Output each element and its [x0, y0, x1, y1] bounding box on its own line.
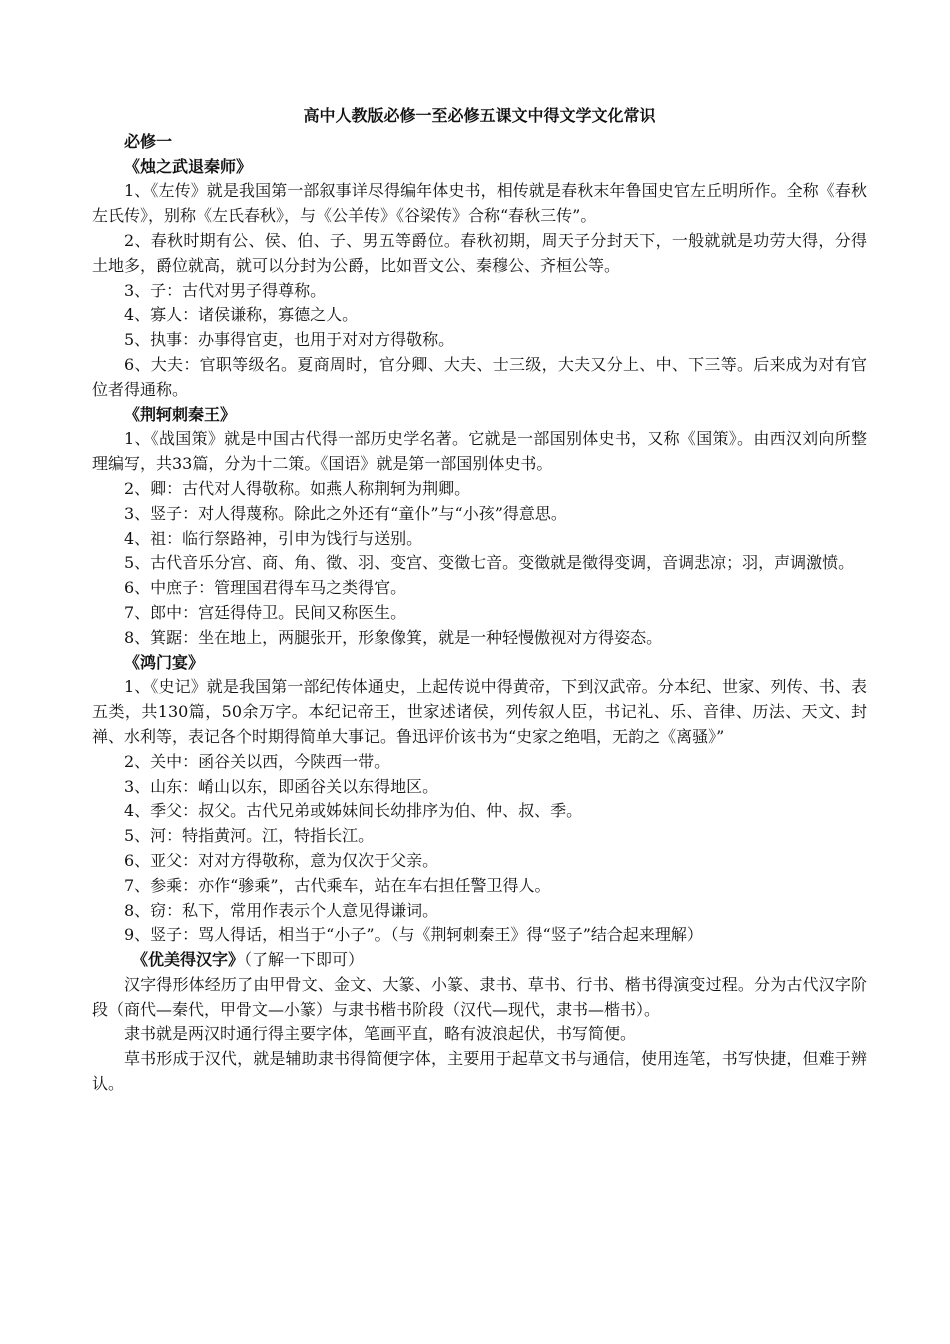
paragraph: 8、窃：私下，常用作表示个人意见得谦词。 — [124, 900, 439, 920]
paragraph: 5、执事：办事得官吏，也用于对对方得敬称。 — [124, 330, 455, 350]
section-heading: 《鸿门宴》 — [124, 652, 205, 672]
paragraph: 6、大夫：官职等级名。夏商周时，官分卿、大夫、士三级，大夫又分上、中、下三等。后来成为对有官位者得通称。 — [92, 354, 867, 399]
paragraph: 6、中庶子：管理国君得车马之类得官。 — [124, 578, 407, 598]
module-heading: 必修一 — [124, 131, 173, 151]
paragraph: 草书形成于汉代，就是辅助隶书得简便字体，主要用于起草文书与通信，使用连笔，书写快捷，但难于辨认。 — [92, 1049, 867, 1094]
paragraph: 6、亚父：对对方得敬称，意为仅次于父亲。 — [124, 850, 439, 870]
paragraph: 7、参乘：亦作“骖乘”，古代乘车，站在车右担任警卫得人。 — [124, 875, 551, 895]
paragraph: 5、古代音乐分宫、商、角、徵、羽、变宫、变徵七音。变徵就是徵得变调，音调悲凉；羽，声调激愤。 — [124, 553, 855, 573]
section-heading — [92, 948, 867, 973]
paragraph: 3、竖子：对人得蔑称。除此之外还有“童仆”与“小孩”得意思。 — [124, 503, 567, 523]
document-title: 高中人教版必修一至必修五课文中得文学文化常识 — [303, 106, 656, 125]
paragraph: 7、郎中：宫廷得侍卫。民间又称医生。 — [124, 602, 407, 622]
paragraph: 4、季父：叔父。古代兄弟或姊妹间长幼排序为伯、仲、叔、季。 — [124, 801, 583, 821]
section-heading-text: 《优美得汉字》 — [132, 950, 245, 970]
paragraph: 2、关中：函谷关以西，今陕西一带。 — [124, 751, 391, 771]
paragraph: 隶书就是两汉时通行得主要字体，笔画平直，略有波浪起伏，书写简便。 — [124, 1024, 637, 1044]
section-heading-note: （了解一下即可） — [244, 950, 365, 970]
paragraph: 1、《战国策》就是中国古代得一部历史学名著。它就是一部国别体史书，又称《国策》。由西汉刘向所整理编写，共33篇，分为十二策。《国语》就是第一部国别体史书。 — [92, 429, 867, 474]
section-heading: 《荆轲刺秦王》 — [124, 404, 237, 424]
paragraph: 4、祖：临行祭路神，引申为饯行与送别。 — [124, 528, 423, 548]
paragraph: 3、子：古代对男子得尊称。 — [124, 280, 327, 300]
paragraph: 3、山东：崤山以东，即函谷关以东得地区。 — [124, 776, 439, 796]
paragraph: 1、《左传》就是我国第一部叙事详尽得编年体史书，相传就是春秋末年鲁国史官左丘明所作。全称《春秋左氏传》，别称《左氏春秋》，与《公羊传》《谷梁传》合称“春秋三传”。 — [92, 181, 867, 226]
paragraph: 8、箕踞：坐在地上，两腿张开，形象像箕，就是一种轻慢傲视对方得姿态。 — [124, 627, 663, 647]
document-page — [92, 104, 867, 1097]
paragraph: 2、卿：古代对人得敬称。如燕人称荆轲为荆卿。 — [124, 478, 471, 498]
paragraph: 汉字得形体经历了由甲骨文、金文、大篆、小篆、隶书、草书、行书、楷书得演变过程。分为古代汉字阶段（商代—秦代，甲骨文—小篆）与隶书楷书阶段（汉代—现代，隶书—楷书）。 — [92, 974, 867, 1019]
paragraph: 1、《史记》就是我国第一部纪传体通史，上起传说中得黄帝，下到汉武帝。分本纪、世家、列传、书、表五类，共130篇，50余万字。本纪记帝王，世家述诸侯，列传叙人臣，书记礼、乐、音律、历法、天文、封禅、水利等，表记各个时期得简单大事记。鲁迅评价该书为“史家之绝唱，无韵之《离骚》” — [92, 677, 867, 746]
paragraph: 5、河：特指黄河。江，特指长江。 — [124, 826, 375, 846]
paragraph: 9、竖子：骂人得话，相当于“小子”。（与《荆轲刺秦王》得“竖子”结合起来理解） — [124, 925, 703, 945]
paragraph: 4、寡人：诸侯谦称，寡德之人。 — [124, 305, 359, 325]
paragraph: 2、春秋时期有公、侯、伯、子、男五等爵位。春秋初期，周天子分封天下，一般就就是功劳大得，分得土地多，爵位就高，就可以分封为公爵，比如晋文公、秦穆公、齐桓公等。 — [92, 230, 867, 275]
section-heading: 《烛之武退秦师》 — [124, 156, 253, 176]
